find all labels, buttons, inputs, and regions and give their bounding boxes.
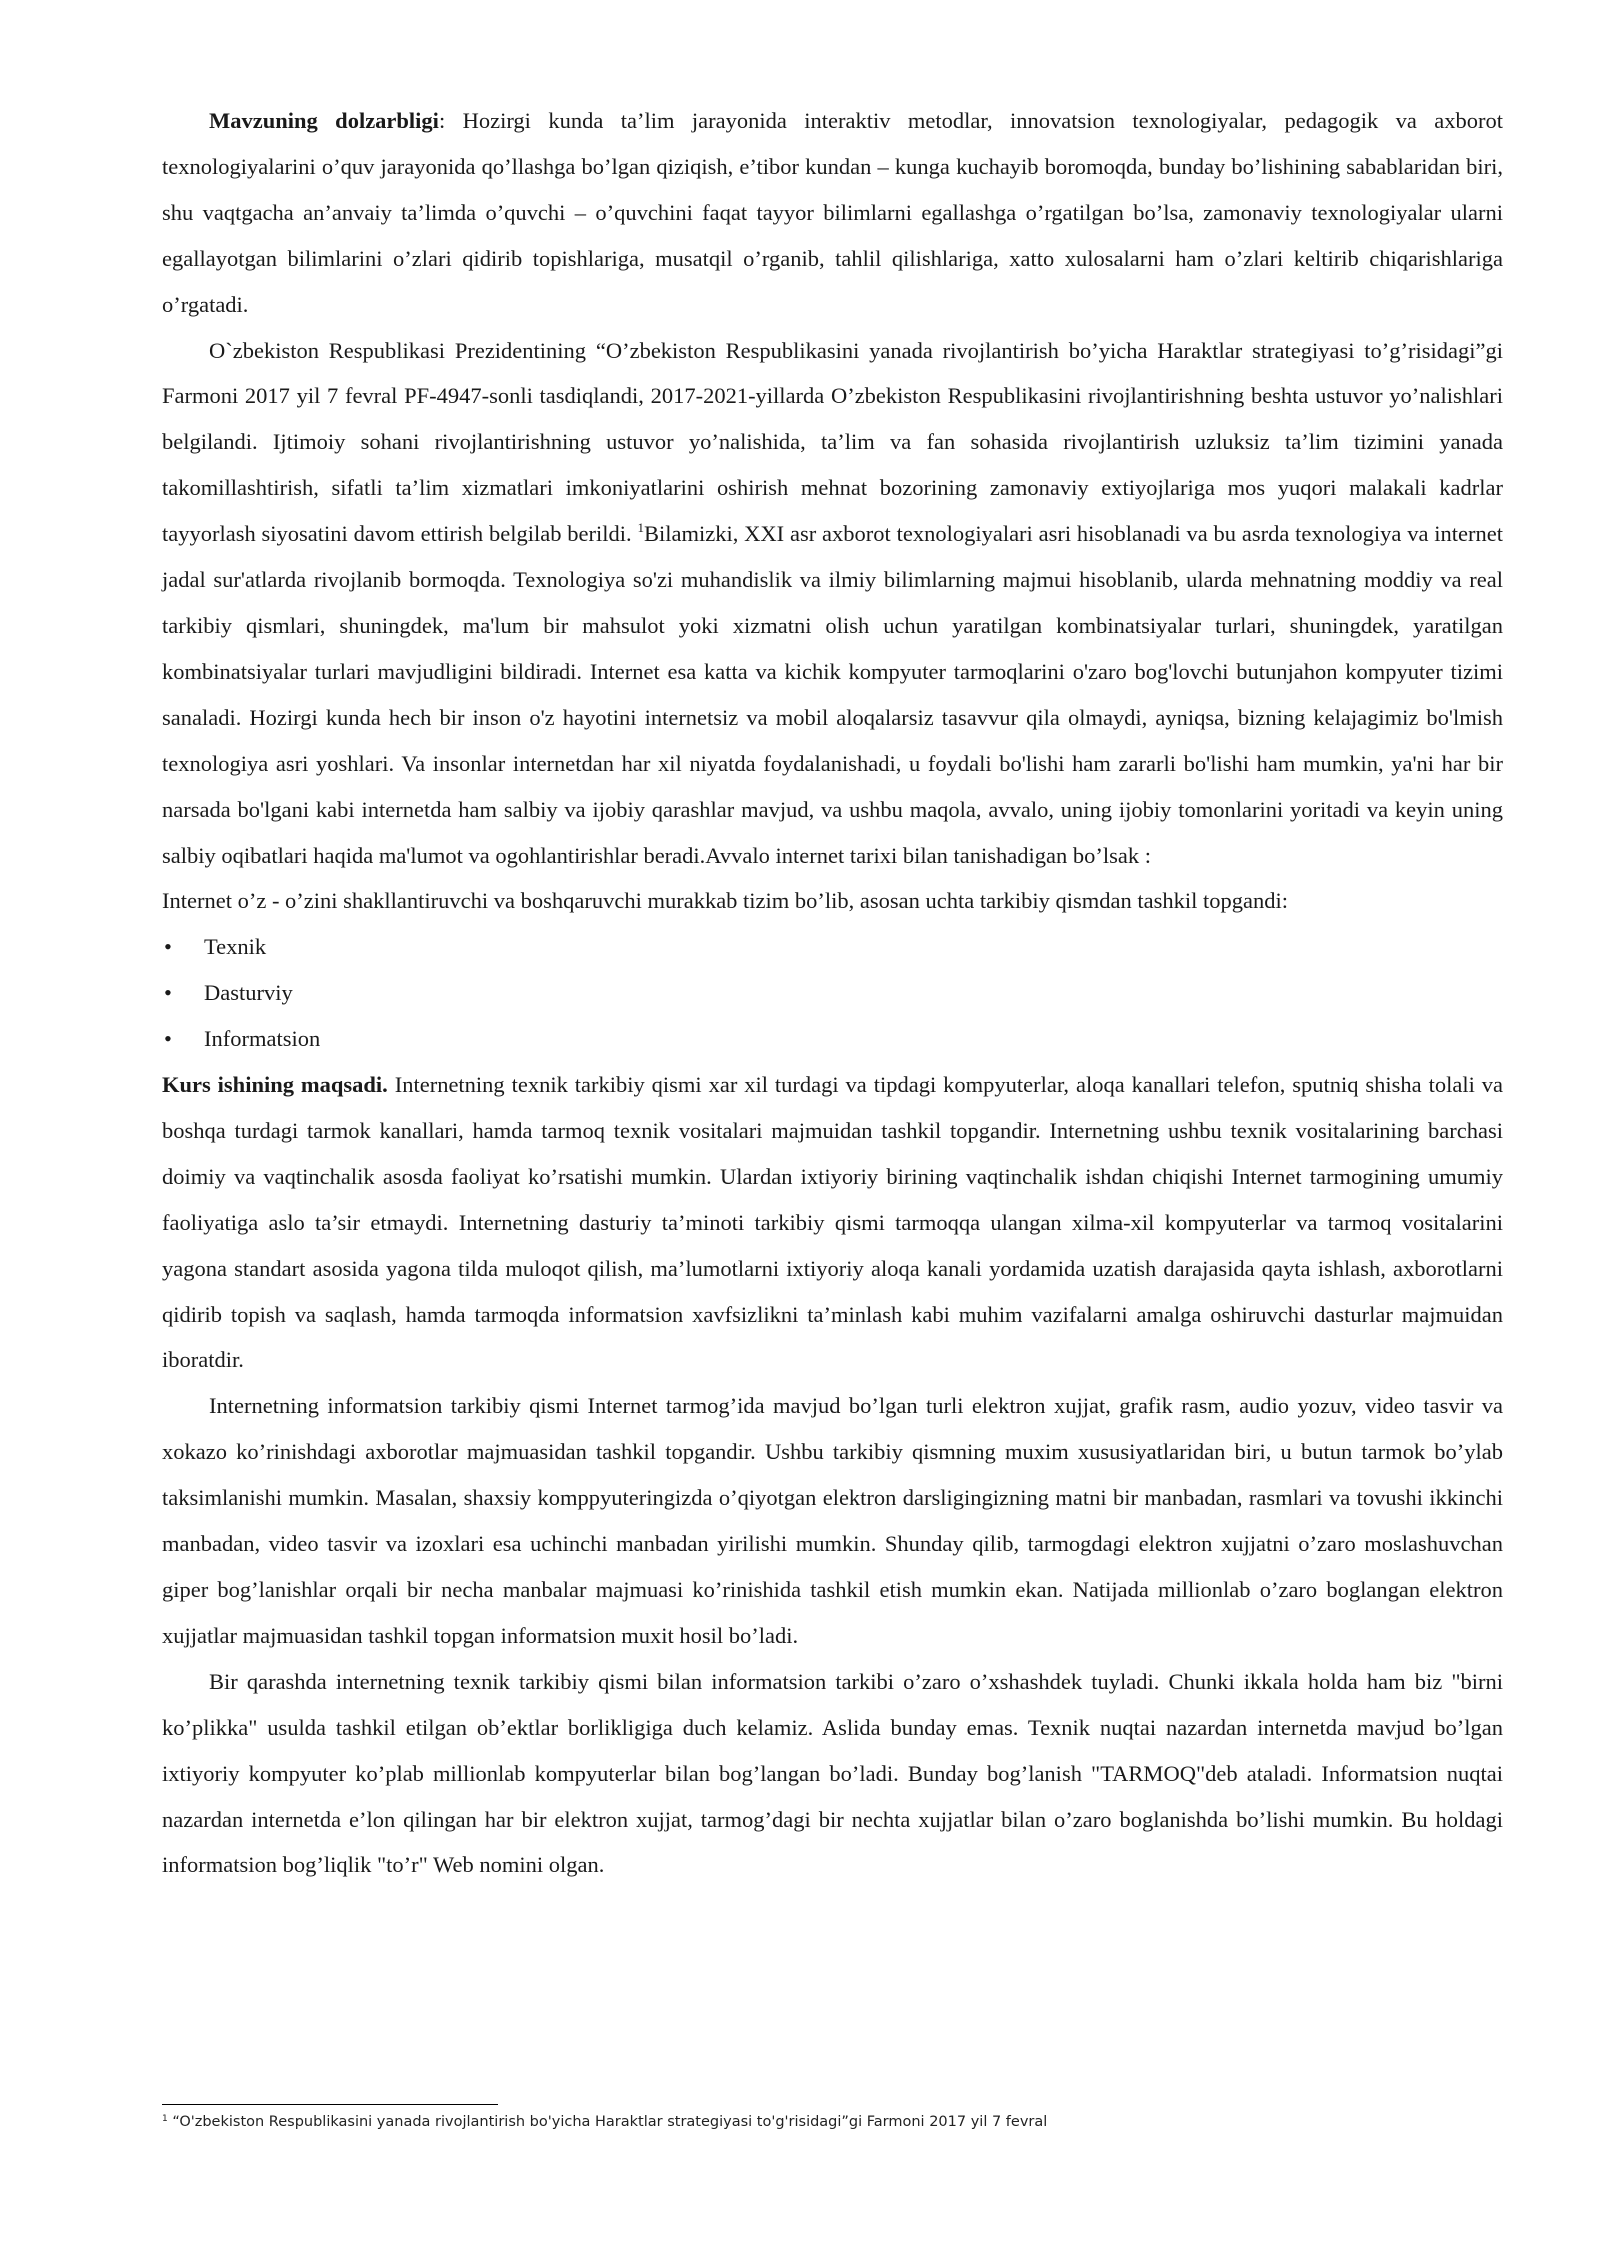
strategy-text: O`zbekiston Respublikasi Prezidentining “O’zbekiston Respublikasini yanada rivojlantirish bo’yicha Haraktlar strategiyasi to’g’risidagi”gi Farmoni 2017 yil 7 fevral PF-4947-sonli tasdiqlandi, 2017-2021-yillarda O’zbekiston Respublikasini rivojlantirishning beshta ustuvor yo’nalishlari belgilandi. Ijtimoiy sohani rivojlantirishning ustuvor yo’nalishida, ta’lim va fan sohasida rivojlantirish uzluksiz ta’lim tizimini yanada takomillashtirish, sifatli ta’lim xizmatlari imkoniyatlarini oshirish mehnat bozorining zamonaviy extiyojlariga mos yuqori malakali kadrlar tayyorlash siyosatini davom ettirish belgilab berildi. [162,337,1503,547]
list-item-informational [162,1016,1503,1062]
paragraph-relevance [162,98,1503,328]
bullet-icon: • [164,980,172,1006]
technology-text: Bilamizki, XXI asr axborot texnologiyalari asri hisoblanadi va bu asrda texnologiya va internet jadal sur'atlarda rivojlanib bormoqda. Texnologiya so'zi muhandislik va ilmiy bilimlarning majmui hisoblanib, ularda mehnatning moddiy va real tarkibiy qismlari, shuningdek, ma'lum bir mahsulot yoki xizmatni olish uchun yaratilgan kombinatsiyalar turlari, shuningdek, yaratilgan kombinatsiyalar turlari mavjudligini bildiradi. Internet esa katta va kichik kompyuter tarmoqlarini o'zaro bog'lovchi butunjahon kompyuter tizimi sanaladi. Hozirgi kunda hech bir inson o'z hayotini internetsiz va mobil aloqalarsiz tasavvur qila olmaydi, ayniqsa, bizning kelajagimiz bo'lmish texnologiya asri yoshlari. Va insonlar internetdan har xil niyatda foydalanishadi, u foydali bo'lishi ham zararli bo'lishi ham mumkin, ya'ni har bir narsada bo'lgani kabi internetda ham salbiy va ijobiy qarashlar mavjud, va ushbu maqola, avvalo, uning ijobiy tomonlarini yoritadi va keyin uning salbiy oqibatlari haqida ma'lumot va ogohlantirishlar beradi.Avvalo internet tarixi bilan tanishadigan bo’lsak : [162,521,1503,868]
footnote [162,2112,1462,2132]
bullet-icon: • [164,1026,172,1052]
paragraph-internet-parts-intro: Internet o’z - o’zini shakllantiruvchi va boshqaruvchi murakkab tizim bo’lib, asosan uchta tarkibiy qismdan tashkil topgandi: [162,888,1288,914]
footnote-text: “O'zbekiston Respublikasini yanada rivojlantirish bo'yicha Haraktlar strategiyasi to'g'risidagi”gi Farmoni 2017 yil 7 fevral [167,2114,1048,2130]
paragraph-informational-part: Internetning informatsion tarkibiy qismi Internet tarmog’ida mavjud bo’lgan turli elektron xujjat, grafik rasm, audio yozuv, video tasvir va xokazo ko’rinishdagi axborotlar majmuasidan tashkil topgandir. Ushbu tarkibiy qismning muxim xususiyatlaridan biri, u butun tarmok bo’ylab taksimlanishi mumkin. Masalan, shaxsiy komppyuteringizda o’qiyotgan elektron darsligingizning matni bir manbadan, rasmlari va tovushi ikkinchi manbadan, video tasvir va izoxlari esa uchinchi manbadan yirilishi mumkin. Shunday qilib, tarmogdagi elektron xujjatni o’zaro moslashuvchan giper bog’lanishlar orqali bir necha manbalar majmuasi ko’rinishida tashkil etish mumkin ekan. Natijada millionlab o’zaro boglangan elektron xujjatlar majmuasidan tashkil topgan informatsion muxit hosil bo’ladi. [162,1393,1503,1648]
footnote-separator [162,2104,498,2105]
bullet-icon: • [164,934,172,960]
internet-parts-list [162,924,1503,1062]
paragraph-strategy [162,328,1503,879]
document-body [162,98,1503,1888]
course-goal-heading: Kurs ishining maqsadi. [162,1072,388,1098]
footnote-reference[interactable]: 1 [637,520,644,536]
list-item-label: Dasturviy [204,980,293,1006]
course-goal-text: Internetning texnik tarkibiy qismi xar xil turdagi va tipdagi kompyuterlar, aloqa kanallari telefon, sputniq shisha tolali va boshqa turdagi tarmok kanallari, hamda tarmoq texnik vositalari majmuidan tashkil topgandir. Internetning ushbu texnik vositalarining barchasi doimiy va vaqtinchalik asosda faoliyat ko’rsatishi mumkin. Ulardan ixtiyoriy birining vaqtinchalik ishdan chiqishi Internet tarmogining umumiy faoliyatiga aslo ta’sir etmaydi. Internetning dasturiy ta’minoti tarkibiy qismi tarmoqqa ulangan xilma-xil kompyuterlar va tarmoq vositalarini yagona standart asosida yagona tilda muloqot qilish, ma’lumotlarni ixtiyoriy aloqa kanali yordamida uzatish darajasida qayta ishlash, axborotlarni qidirib topish va saqlash, hamda tarmoqda informatsion xavfsizlikni ta’minlash kabi muhim vazifalarni amalga oshiruvchi dasturlar majmuidan iboratdir. [162,1072,1503,1373]
relevance-text: : Hozirgi kunda ta’lim jarayonida interaktiv metodlar, innovatsion texnologiyalar, pedagogik va axborot texnologiyalarini o’quv jarayonida qo’llashga bo’lgan qiziqish, e’tibor kundan – kunga kuchayib boromoqda, bunday bo’lishining sabablaridan biri, shu vaqtgacha an’anvaiy ta’limda o’quvchi – o’quvchini faqat tayyor bilimlarni egallashga o’rgatilgan bo’lsa, zamonaviy texnologiyalar ularni egallayotgan bilimlarini o’zlari qidirib topishlariga, musatqil o’rganib, tahlil qilishlariga, xatto xulosalarni ham o’zlari keltirib chiqarishlariga o’rgatadi. [162,108,1503,317]
list-item-technical [162,924,1503,970]
list-item-software [162,970,1503,1016]
footnote-number: 1 [162,2114,168,2124]
paragraph-comparison: Bir qarashda internetning texnik tarkibiy qismi bilan informatsion tarkibi o’zaro o’xshashdek tuyladi. Chunki ikkala holda ham biz "birni ko’plikka" usulda tashkil etilgan ob’ektlar borlikligiga duch kelamiz. Aslida bunday emas. Texnik nuqtai nazardan internetda mavjud bo’lgan ixtiyoriy kompyuter ko’plab millionlab kompyuterlar bilan bog’langan bo’ladi. Bunday bog’lanish "TARMOQ"deb ataladi. Informatsion nuqtai nazardan internetda e’lon qilingan har bir elektron xujjat, tarmog’dagi bir nechta xujjatlar bilan o’zaro boglanishda bo’lishi mumkin. Bu holdagi informatsion bog’liqlik "to’r" Web nomini olgan. [162,1668,1503,1878]
list-item-label: Informatsion [204,1026,321,1052]
list-item-label: Texnik [204,934,267,960]
paragraph-course-goal [162,1062,1503,1383]
relevance-heading: Mavzuning dolzarbligi [209,108,439,133]
